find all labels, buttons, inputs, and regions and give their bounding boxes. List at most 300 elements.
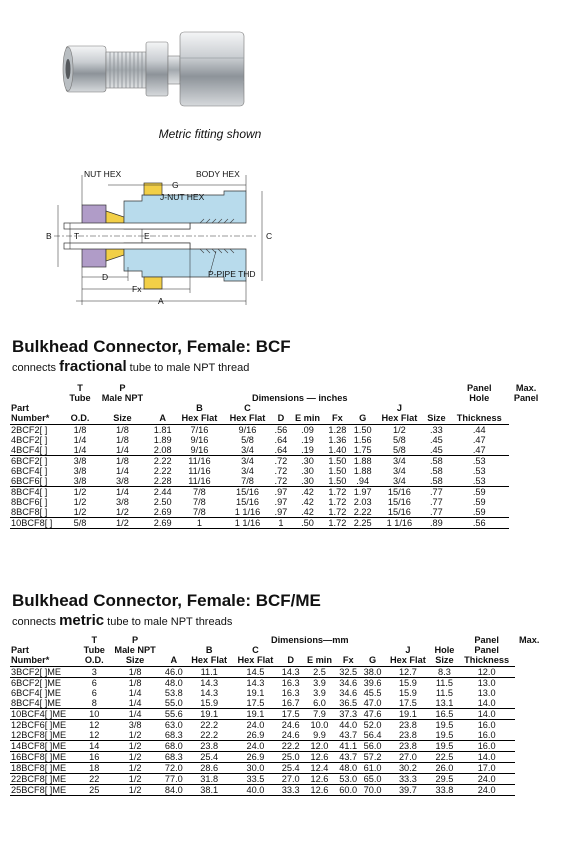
- table-cell: 1/2: [73, 507, 87, 517]
- table-cell: 12.4: [303, 763, 336, 774]
- table-cell: 12.0: [303, 741, 336, 752]
- table-row: [10, 435, 543, 445]
- table-cell: 2.44: [150, 487, 175, 498]
- table-cell: 7/16: [190, 425, 209, 435]
- table-cell: 22.5: [431, 752, 458, 763]
- table-cell: 55.6: [162, 709, 186, 720]
- table-row: [10, 476, 543, 487]
- table-cell: .33: [430, 425, 443, 435]
- table-cell: 43.7: [339, 730, 358, 740]
- table-cell: 3/4: [393, 476, 406, 486]
- table-cell: 1.50: [328, 476, 347, 486]
- bcf-title: Bulkhead Connector, Female: BCF: [12, 337, 291, 356]
- table-row: [10, 730, 543, 741]
- table-cell: 26.0: [431, 763, 458, 774]
- table-cell: 1/4: [73, 435, 87, 445]
- table-cell: 56.0: [360, 741, 384, 752]
- table-cell: 24.0: [458, 774, 516, 785]
- table-cell: 16.0: [477, 730, 496, 740]
- table-cell: .77: [430, 507, 443, 517]
- bcfme-table: T P Dimensions—mm Panel Max. Part Tube Male NPT B C J Hole Panel Number* O.D. Size A Hex Flat Hex Flat D E min Fx G Hex Flat Size Thickness 3BCF2[ ]ME 3 1/8 46.0 11.1 14.5 14.3 2.5 32.5 38.0 12.7 8.3 12.0 6BCF2[ ]ME 6 1/8 48.0 14.3 14.3 16.3 3.9 34.6 39.6 15.9 11.5 13.0 6BCF4[ ]ME 6 1/4 53.8 14.3 19.1 16.3 3.9 34.6 45.5 15.9 11.5 13.0 8BCF4[ ]ME 8 1/4 55.0 15.9 17.5 16.7 6.0 36.5 47.0 17.5 13.1 14.0 10BCF4[ ]ME 10 1/4 55.6 19.1 19.1 17.5 7.9 37.3 47.6 19.1 16.5 14.0 12BCF6[ ]ME 12 3/8 63.0 22.2 24.0 24.6 10.0 44.0 52.0 23.8 19.5 16.0 12BCF8[ ]ME 12 1/2 68.3 22.2 26.9 24.6 9.9 43.7 56.4 23.8 19.5 16.0 14BCF8[ ]ME 14 1/2 68.0 23.8 24.0 22.2 12.0 41.1 56.0 23.8 19.5 16.0 16BCF8[ ]ME 16 1/2 68.3 25.4 26.9 25.0 12.6 43.7 57.2 27.0 22.5 14.0 18BCF8[ ]ME 18 1/2 72.0 28.6 30.0 25.4 12.4 48.0 61.0 30.2 26.0 17.0 22BCF8[ ]ME 22 1/2 77.0 31.8 33.5 27.0 12.6 53.0 65.0 33.3 29.5 24.0 25BCF8[ ]ME 25 1/2 84.0 38.1 40.0 33.3 12.6 60.0 70.0 39.7 33.8 24.0: [10, 635, 543, 796]
- label-d: D: [102, 272, 109, 282]
- table-cell: 12: [80, 720, 109, 731]
- label-t: T: [74, 231, 80, 241]
- table-row: [10, 698, 543, 709]
- table-cell: 63.0: [162, 720, 186, 731]
- table-cell: 16.3: [279, 678, 303, 689]
- table-cell: .47: [472, 435, 486, 445]
- table-cell: 1: [272, 518, 291, 529]
- fitting-photo: [60, 8, 260, 118]
- label-nut-hex: NUT HEX: [84, 169, 122, 179]
- table-row: [10, 785, 543, 796]
- table-cell: 1/4: [73, 445, 87, 455]
- label-a: A: [158, 296, 164, 306]
- table-cell: 53.0: [336, 774, 360, 785]
- table-cell: 2.5: [313, 667, 326, 677]
- table-cell: 1.72: [325, 487, 350, 498]
- bcfme-title: Bulkhead Connector, Female: BCF/ME: [12, 591, 321, 610]
- table-cell: 24.6: [279, 720, 303, 731]
- table-cell: 2.69: [153, 507, 172, 517]
- table-cell: 48.0: [162, 678, 186, 689]
- table-cell: 15/16: [235, 497, 259, 507]
- table-cell: 17.5: [279, 709, 303, 720]
- table-cell: .58: [430, 466, 443, 476]
- table-cell: 39.6: [360, 678, 384, 689]
- table-cell: 1/2: [116, 507, 129, 517]
- table-cell: 1/2: [109, 763, 162, 774]
- part-number-cell: 25BCF8[ ]ME: [10, 785, 80, 796]
- table-row: [10, 688, 543, 698]
- table-cell: 1.89: [153, 435, 172, 445]
- part-number-cell: 8BCF6[ ]: [11, 497, 48, 507]
- table-cell: .56: [274, 425, 288, 435]
- table-cell: 25: [80, 785, 109, 796]
- table-cell: 33.3: [279, 785, 303, 796]
- label-g: G: [172, 180, 179, 190]
- table-cell: 1.56: [353, 435, 372, 445]
- table-cell: 77.0: [162, 774, 186, 785]
- table-cell: 53.8: [164, 688, 183, 698]
- table-cell: .77: [430, 497, 443, 507]
- table-cell: .72: [272, 456, 291, 467]
- table-cell: 23.8: [385, 720, 431, 731]
- table-cell: 3/4: [241, 445, 254, 455]
- table-cell: 1.50: [325, 456, 350, 467]
- label-e: E: [144, 231, 150, 241]
- table-cell: 3/8: [73, 476, 87, 486]
- bcfme-subtitle: connects metric tube to male NPT threads: [12, 612, 233, 629]
- part-number-cell: 3BCF2[ ]ME: [11, 667, 62, 677]
- table-cell: 1/8: [73, 425, 87, 435]
- table-cell: 47.6: [360, 709, 384, 720]
- bcf-table-body: [10, 425, 543, 529]
- table-cell: 16.3: [281, 688, 300, 698]
- table-cell: 6: [91, 688, 97, 698]
- table-cell: 38.0: [363, 667, 382, 677]
- table-cell: 26.9: [232, 752, 278, 763]
- table-cell: 41.1: [336, 741, 360, 752]
- table-cell: 10: [80, 709, 109, 720]
- table-cell: .72: [274, 476, 288, 486]
- table-cell: 1 1/16: [375, 518, 423, 529]
- cross-section-diagram: [40, 165, 310, 310]
- table-cell: 17.0: [458, 763, 516, 774]
- table-cell: 32.5: [339, 667, 358, 677]
- table-row: [10, 497, 543, 507]
- table-cell: 15/16: [387, 507, 411, 517]
- table-row: [10, 720, 543, 731]
- table-cell: .44: [472, 425, 486, 435]
- table-cell: 1/4: [128, 698, 142, 708]
- table-cell: 65.0: [360, 774, 384, 785]
- table-cell: 3/4: [241, 466, 254, 476]
- table-cell: 48.0: [336, 763, 360, 774]
- table-cell: 1/2: [95, 518, 150, 529]
- table-cell: 1/4: [95, 487, 150, 498]
- table-cell: .30: [301, 466, 314, 476]
- table-cell: 16.0: [458, 741, 516, 752]
- table-cell: 13.0: [458, 678, 516, 689]
- table-cell: .64: [274, 435, 288, 445]
- table-cell: 1/8: [116, 425, 129, 435]
- part-number-cell: 4BCF4[ ]: [11, 445, 48, 455]
- label-p-pipe-thd: P-PIPE THD: [208, 269, 256, 279]
- table-row: [10, 709, 543, 720]
- table-cell: 1.88: [350, 456, 375, 467]
- part-number-cell: 12BCF8[ ]ME: [11, 730, 67, 740]
- table-cell: .45: [430, 435, 443, 445]
- table-cell: 15/16: [223, 487, 271, 498]
- table-cell: 1.40: [328, 445, 347, 455]
- table-cell: 18: [80, 763, 109, 774]
- table-cell: 11.5: [431, 678, 458, 689]
- table-cell: 22.2: [186, 720, 232, 731]
- bcf-table: T P Panel Max. Tube Male NPT Dimensions — inches Hole Panel Part B C J Number* O.D. Size A Hex Flat Hex Flat D E min Fx G Hex Flat Size Thickness 2BCF2[ ] 1/8 1/8 1.81 7/16 9/16 .56 .09 1.28 1.50 1/2 .33 .44 4BCF2[ ] 1/4 1/8 1.89 9/16 5/8 .64 .19 1.36 1.56 5/8 .45 .47 4BCF4[ ] 1/4 1/4 2.08 9/16 3/4 .64 .19 1.40 1.75 5/8 .45 .47 6BCF2[ ] 3/8 1/8 2.22 11/16 3/4 .72 .30 1.50 1.88 3/4 .58 .53 6BCF4[ ] 3/8 1/4 2.22 11/16 3/4 .72 .30 1.50 1.88 3/4 .58 .53 6BCF6[ ] 3/8 3/8 2.28 11/16 7/8 .72 .30 1.50 .94 3/4 .58 .53 8BCF4[ ] 1/2 1/4 2.44 7/8 15/16 .97 .42 1.72 1.97 15/16 .77 .59 8BCF6[ ] 1/2 3/8 2.50 7/8 15/16 .97 .42 1.72 2.03 15/16 .77 .59 8BCF8[ ] 1/2 1/2 2.69 7/8 1 1/16 .97 .42 1.72 2.22 15/16 .77 .59 10BCF8[ ] 5/8 1/2 2.69 1 1 1/16 1 .50 1.72 2.25 1 1/16 .89 .56: [10, 383, 543, 529]
- table-cell: 10.0: [303, 720, 336, 731]
- table-cell: 5/8: [393, 445, 406, 455]
- table-cell: 43.7: [336, 752, 360, 763]
- bcf-subtitle: connects fractional tube to male NPT thread: [12, 358, 250, 375]
- table-cell: 2.03: [353, 497, 372, 507]
- table-cell: 31.8: [186, 774, 232, 785]
- table-row: [10, 741, 543, 752]
- table-cell: 9.9: [313, 730, 326, 740]
- table-cell: 11.1: [200, 667, 218, 677]
- table-cell: 55.0: [164, 698, 183, 708]
- table-cell: 5/8: [241, 435, 254, 445]
- table-cell: 12.7: [398, 667, 417, 677]
- table-cell: 12.6: [303, 774, 336, 785]
- table-cell: 3/4: [375, 456, 423, 467]
- table-cell: 29.5: [431, 774, 458, 785]
- table-cell: 9/16: [190, 435, 209, 445]
- table-cell: 1: [175, 518, 223, 529]
- table-cell: 8.3: [438, 667, 451, 677]
- table-cell: 17.5: [398, 698, 417, 708]
- table-cell: 1/4: [116, 466, 129, 476]
- table-cell: 14.0: [477, 698, 496, 708]
- part-number-cell: 8BCF8[ ]: [11, 507, 48, 517]
- table-cell: 1.97: [350, 487, 375, 498]
- table-cell: 38.1: [186, 785, 232, 796]
- part-number-cell: 2BCF2[ ]: [11, 425, 48, 435]
- table-row: [10, 774, 543, 785]
- table-cell: 3.9: [303, 678, 336, 689]
- table-cell: 34.6: [336, 678, 360, 689]
- table-cell: 33.3: [385, 774, 431, 785]
- table-cell: 14.5: [246, 667, 265, 677]
- table-cell: 1/2: [109, 785, 162, 796]
- table-cell: 16.7: [281, 698, 300, 708]
- table-cell: .19: [301, 435, 314, 445]
- table-cell: 1/4: [116, 445, 129, 455]
- table-cell: .50: [290, 518, 324, 529]
- table-cell: 72.0: [162, 763, 186, 774]
- table-cell: 12.6: [303, 785, 336, 796]
- table-row: [10, 456, 543, 467]
- table-cell: .59: [472, 497, 486, 507]
- table-cell: 3/4: [223, 456, 271, 467]
- table-cell: 7/8: [175, 487, 223, 498]
- table-cell: 19.5: [435, 730, 454, 740]
- table-cell: 1/8: [128, 667, 142, 677]
- label-body-hex: BODY HEX: [196, 169, 240, 179]
- table-cell: .19: [301, 445, 314, 455]
- part-number-cell: 14BCF8[ ]ME: [10, 741, 80, 752]
- table-cell: 3/8: [109, 720, 162, 731]
- part-number-cell: 6BCF2[ ]: [10, 456, 65, 467]
- table-cell: 68.3: [162, 752, 186, 763]
- label-fx: Fx: [132, 284, 142, 294]
- table-cell: 39.7: [385, 785, 431, 796]
- table-cell: 1.88: [353, 466, 372, 476]
- part-number-cell: 6BCF6[ ]: [11, 476, 48, 486]
- table-row: [10, 487, 543, 498]
- table-cell: 16.0: [458, 720, 516, 731]
- table-cell: .77: [423, 487, 449, 498]
- table-cell: 1/8: [109, 678, 162, 689]
- table-cell: 45.5: [363, 688, 382, 698]
- table-row: [10, 752, 543, 763]
- table-cell: 1.72: [328, 507, 347, 517]
- part-number-cell: 12BCF6[ ]ME: [10, 720, 80, 731]
- table-cell: 12.0: [477, 667, 496, 677]
- table-cell: 1/8: [116, 435, 129, 445]
- table-cell: 24.6: [281, 730, 300, 740]
- table-cell: 15.9: [385, 678, 431, 689]
- part-number-cell: 6BCF4[ ]: [11, 466, 48, 476]
- table-cell: 68.3: [164, 730, 183, 740]
- table-row: [10, 518, 543, 529]
- table-cell: .58: [430, 476, 443, 486]
- table-cell: 13.1: [435, 698, 454, 708]
- bcf-dimensions-header: Dimensions — inches: [251, 393, 348, 403]
- table-cell: 6.0: [313, 698, 326, 708]
- table-cell: 15/16: [387, 497, 411, 507]
- table-cell: 9/16: [238, 425, 257, 435]
- table-cell: 1.72: [328, 497, 347, 507]
- table-cell: 34.6: [339, 688, 358, 698]
- table-row: [10, 445, 543, 456]
- table-cell: 61.0: [360, 763, 384, 774]
- table-cell: 15.9: [398, 688, 417, 698]
- table-cell: 33.8: [431, 785, 458, 796]
- table-cell: 1/2: [393, 425, 406, 435]
- table-cell: 1/2: [128, 730, 142, 740]
- table-cell: 3/8: [116, 476, 129, 486]
- table-cell: 25.0: [279, 752, 303, 763]
- table-cell: .56: [449, 518, 509, 529]
- table-cell: 19.5: [431, 741, 458, 752]
- table-cell: 14.0: [458, 709, 516, 720]
- table-cell: 36.5: [339, 698, 358, 708]
- table-cell: 22: [80, 774, 109, 785]
- table-cell: 60.0: [336, 785, 360, 796]
- table-cell: 47.0: [363, 698, 382, 708]
- table-cell: 12: [89, 730, 100, 740]
- table-cell: 19.1: [385, 709, 431, 720]
- table-cell: 9/16: [190, 445, 209, 455]
- table-cell: 3: [91, 667, 97, 677]
- table-cell: .30: [290, 456, 324, 467]
- part-number-cell: 16BCF8[ ]ME: [10, 752, 80, 763]
- table-cell: 1 1/16: [223, 518, 271, 529]
- table-cell: 1/4: [128, 688, 142, 698]
- table-cell: 8: [91, 698, 97, 708]
- table-cell: 2.28: [153, 476, 172, 486]
- table-cell: 14.3: [186, 678, 232, 689]
- table-cell: 2.25: [350, 518, 375, 529]
- table-cell: 1/8: [95, 456, 150, 467]
- table-cell: .97: [274, 497, 288, 507]
- table-cell: 15.9: [200, 698, 219, 708]
- table-cell: 28.6: [186, 763, 232, 774]
- table-cell: 3/8: [116, 497, 129, 507]
- table-cell: 30.2: [385, 763, 431, 774]
- table-cell: .89: [423, 518, 449, 529]
- table-cell: 68.0: [162, 741, 186, 752]
- table-cell: 44.0: [336, 720, 360, 731]
- table-cell: 2.08: [153, 445, 172, 455]
- part-number-cell: 6BCF4[ ]ME: [11, 688, 62, 698]
- table-cell: 5/8: [65, 518, 95, 529]
- table-cell: 24.0: [232, 741, 278, 752]
- table-cell: .47: [472, 445, 486, 455]
- part-number-cell: 10BCF8[ ]: [10, 518, 65, 529]
- table-cell: 52.0: [360, 720, 384, 731]
- table-cell: .97: [274, 507, 288, 517]
- table-cell: 1.50: [328, 466, 347, 476]
- table-cell: 57.2: [360, 752, 384, 763]
- table-cell: 24.0: [232, 720, 278, 731]
- table-cell: 16: [80, 752, 109, 763]
- table-cell: 12.6: [303, 752, 336, 763]
- table-cell: 37.3: [336, 709, 360, 720]
- table-cell: 14: [80, 741, 109, 752]
- table-cell: .53: [472, 476, 486, 486]
- table-row: [10, 466, 543, 476]
- table-cell: .42: [290, 487, 324, 498]
- part-number-cell: 10BCF4[ ]ME: [10, 709, 80, 720]
- table-cell: 3/4: [393, 466, 406, 476]
- table-cell: 7.9: [303, 709, 336, 720]
- table-cell: 1 1/16: [234, 507, 261, 517]
- table-cell: 27.0: [279, 774, 303, 785]
- table-row: [10, 678, 543, 689]
- table-cell: 1.81: [153, 425, 172, 435]
- part-number-cell: 8BCF4[ ]ME: [11, 698, 62, 708]
- table-cell: 13.0: [477, 688, 496, 698]
- table-cell: 30.0: [232, 763, 278, 774]
- table-cell: 5/8: [393, 435, 406, 445]
- table-cell: 84.0: [162, 785, 186, 796]
- table-cell: 56.4: [363, 730, 382, 740]
- table-cell: 11.5: [435, 688, 454, 698]
- table-cell: .45: [430, 445, 443, 455]
- part-number-cell: 8BCF4[ ]: [10, 487, 65, 498]
- table-cell: .53: [449, 456, 509, 467]
- table-cell: 15/16: [375, 487, 423, 498]
- table-cell: 23.8: [385, 741, 431, 752]
- table-cell: 3/8: [73, 466, 87, 476]
- table-cell: 19.1: [186, 709, 232, 720]
- table-cell: .42: [301, 507, 314, 517]
- bcfme-table-body: [10, 667, 543, 796]
- table-cell: 27.0: [385, 752, 431, 763]
- table-cell: 14.3: [200, 688, 219, 698]
- table-cell: 14.3: [232, 678, 278, 689]
- table-cell: 2.22: [353, 507, 372, 517]
- table-cell: 46.0: [164, 667, 183, 677]
- table-cell: .09: [301, 425, 314, 435]
- table-cell: 1/2: [73, 497, 87, 507]
- table-cell: 11/16: [188, 476, 211, 486]
- table-cell: 26.9: [246, 730, 265, 740]
- table-row: [10, 507, 543, 518]
- table-cell: 1/2: [109, 752, 162, 763]
- table-cell: 14.0: [458, 752, 516, 763]
- part-number-cell: 18BCF8[ ]ME: [10, 763, 80, 774]
- table-cell: 14.3: [281, 667, 300, 677]
- label-j-nut-hex: J-NUT HEX: [160, 192, 205, 202]
- table-cell: 2.22: [153, 466, 172, 476]
- table-cell: 7/8: [193, 497, 206, 507]
- table-cell: .72: [274, 466, 288, 476]
- table-cell: 16.5: [431, 709, 458, 720]
- table-cell: 11/16: [175, 456, 223, 467]
- label-b: B: [46, 231, 52, 241]
- table-cell: .94: [356, 476, 370, 486]
- part-number-cell: 22BCF8[ ]ME: [10, 774, 80, 785]
- part-number-cell: 6BCF2[ ]ME: [10, 678, 80, 689]
- table-row: [10, 763, 543, 774]
- table-cell: 1/2: [65, 487, 95, 498]
- table-cell: 25.4: [186, 752, 232, 763]
- table-cell: .59: [449, 487, 509, 498]
- table-cell: 2.22: [150, 456, 175, 467]
- table-cell: 1/2: [109, 774, 162, 785]
- table-cell: 1.28: [328, 425, 347, 435]
- table-cell: .42: [301, 497, 314, 507]
- table-cell: 25.4: [279, 763, 303, 774]
- photo-caption: Metric fitting shown: [158, 127, 262, 141]
- table-cell: 22.2: [279, 741, 303, 752]
- table-cell: 23.8: [398, 730, 417, 740]
- table-cell: 2.69: [150, 518, 175, 529]
- table-cell: .97: [272, 487, 291, 498]
